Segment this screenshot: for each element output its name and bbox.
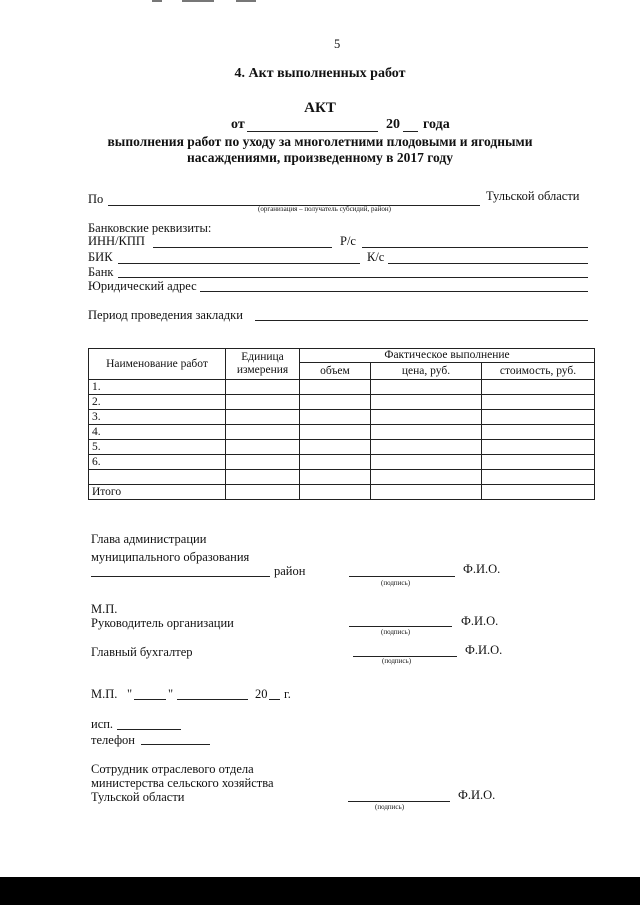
- cell-volume[interactable]: [300, 380, 371, 395]
- cell-price[interactable]: [371, 440, 482, 455]
- day-blank: [134, 699, 166, 700]
- ks-label: К/с: [367, 250, 385, 264]
- act-title: АКТ: [304, 100, 336, 116]
- rs-blank: [362, 247, 588, 248]
- table-row: [89, 380, 595, 395]
- employee-fio: Ф.И.О.: [458, 788, 496, 802]
- accountant-fio: Ф.И.О.: [465, 643, 503, 657]
- cell-volume[interactable]: [300, 470, 371, 485]
- cell-volume[interactable]: [300, 440, 371, 455]
- table-total-row: [89, 485, 595, 500]
- cell-price[interactable]: [371, 425, 482, 440]
- bank-label: Банк: [88, 265, 114, 279]
- head-title-1: Глава администрации: [91, 532, 207, 546]
- cell-price[interactable]: [371, 455, 482, 470]
- cell-volume[interactable]: [300, 425, 371, 440]
- scan-mark: [182, 0, 214, 2]
- date-mp: М.П.: [91, 687, 118, 701]
- cell-cost[interactable]: [482, 470, 595, 485]
- cell-price[interactable]: [371, 485, 482, 500]
- legal-address-label: Юридический адрес: [88, 279, 197, 293]
- district-blank: [91, 576, 270, 577]
- cell-unit[interactable]: [226, 410, 300, 425]
- date-year-prefix: 20: [386, 117, 400, 132]
- cell-unit[interactable]: [226, 485, 300, 500]
- cell-cost[interactable]: [482, 440, 595, 455]
- cell-cost[interactable]: [482, 425, 595, 440]
- scan-mark: [236, 0, 256, 2]
- table-row: [89, 455, 595, 470]
- period-blank: [255, 320, 588, 321]
- stamp-mp: М.П.: [91, 602, 118, 616]
- org-hint: (организация – получатель субсидий, район): [258, 205, 391, 213]
- year-digit-blank: [269, 699, 280, 700]
- bik-blank: [118, 263, 360, 264]
- date-blank: [247, 131, 378, 132]
- cell-cost[interactable]: [482, 395, 595, 410]
- org-head-label: Руководитель организации: [91, 616, 234, 630]
- cell-price[interactable]: [371, 380, 482, 395]
- row-number: [89, 470, 226, 485]
- cell-unit[interactable]: [226, 455, 300, 470]
- executor-blank: [117, 729, 181, 730]
- header-volume: объем: [300, 363, 371, 380]
- date-quote-close: ": [168, 687, 174, 701]
- head-signature-hint: (подпись): [381, 579, 411, 587]
- row-number: 5.: [89, 440, 226, 455]
- org-head-fio: Ф.И.О.: [461, 614, 499, 628]
- cell-unit[interactable]: [226, 380, 300, 395]
- district-label: район: [274, 564, 306, 578]
- cell-volume[interactable]: [300, 410, 371, 425]
- cell-volume[interactable]: [300, 455, 371, 470]
- month-blank: [177, 699, 248, 700]
- cell-price[interactable]: [371, 410, 482, 425]
- table-row: [89, 440, 595, 455]
- date-quote-open: ": [127, 687, 133, 701]
- header-actual: Фактическое выполнение: [300, 349, 595, 363]
- scan-mark: [152, 0, 162, 2]
- header-unit: Единица измерения: [226, 349, 300, 380]
- phone-label: телефон: [91, 733, 135, 747]
- cell-cost[interactable]: [482, 485, 595, 500]
- subject-line-2: насаждениями, произведенному в 2017 году: [187, 150, 453, 165]
- subject-line-1: выполнения работ по уходу за многолетними плодовыми и ягодными: [107, 134, 533, 149]
- ks-blank: [388, 263, 588, 264]
- bank-blank: [118, 277, 588, 278]
- cell-cost[interactable]: [482, 380, 595, 395]
- org-suffix: Тульской области: [486, 189, 580, 203]
- table-row: [89, 425, 595, 440]
- cell-price[interactable]: [371, 395, 482, 410]
- employee-signature-hint: (подпись): [375, 803, 405, 811]
- employee-line-3: Тульской области: [91, 790, 185, 804]
- bank-details-title: Банковские реквизиты:: [88, 221, 212, 235]
- employee-line-1: Сотрудник отраслевого отдела: [91, 762, 254, 776]
- org-label: По: [88, 192, 104, 206]
- cell-cost[interactable]: [482, 410, 595, 425]
- cell-volume[interactable]: [300, 485, 371, 500]
- period-label: Период проведения закладки: [88, 308, 243, 322]
- org-head-signature-line: [349, 626, 452, 627]
- cell-unit[interactable]: [226, 440, 300, 455]
- row-number: 3.: [89, 410, 226, 425]
- header-name: Наименование работ: [89, 349, 226, 380]
- row-number: 2.: [89, 395, 226, 410]
- cell-price[interactable]: [371, 470, 482, 485]
- table-row: [89, 395, 595, 410]
- date-suffix: года: [423, 117, 450, 132]
- head-signature-line: [349, 576, 455, 577]
- phone-blank: [141, 744, 210, 745]
- cell-unit[interactable]: [226, 470, 300, 485]
- inn-kpp-label: ИНН/КПП: [88, 234, 145, 248]
- accountant-label: Главный бухгалтер: [91, 645, 193, 659]
- employee-line-2: министерства сельского хозяйства: [91, 776, 274, 790]
- table-row: [89, 410, 595, 425]
- page-number: 5: [334, 37, 341, 51]
- cell-unit[interactable]: [226, 395, 300, 410]
- bik-label: БИК: [88, 250, 113, 264]
- cell-volume[interactable]: [300, 395, 371, 410]
- inn-kpp-blank: [153, 247, 332, 248]
- scan-bottom-edge: [0, 877, 640, 905]
- year-blank: [403, 131, 418, 132]
- cell-cost[interactable]: [482, 455, 595, 470]
- row-number: 4.: [89, 425, 226, 440]
- section-title: 4. Акт выполненных работ: [234, 66, 406, 81]
- cell-unit[interactable]: [226, 425, 300, 440]
- head-title-2: муниципального образования: [91, 550, 250, 564]
- row-number: 6.: [89, 455, 226, 470]
- header-price: цена, руб.: [371, 363, 482, 380]
- accountant-signature-hint: (подпись): [382, 657, 412, 665]
- legal-address-blank: [200, 291, 588, 292]
- date-year: 20: [255, 687, 268, 701]
- total-label: Итого: [89, 485, 226, 500]
- org-head-signature-hint: (подпись): [381, 628, 411, 636]
- row-number: 1.: [89, 380, 226, 395]
- executor-label: исп.: [91, 717, 114, 731]
- head-fio: Ф.И.О.: [463, 562, 501, 576]
- date-prefix: от: [231, 117, 245, 132]
- header-cost: стоимость, руб.: [482, 363, 595, 380]
- employee-signature-line: [348, 801, 450, 802]
- rs-label: Р/с: [340, 234, 356, 248]
- works-table: [88, 348, 595, 500]
- date-suffix-g: г.: [284, 687, 291, 701]
- table-row: [89, 470, 595, 485]
